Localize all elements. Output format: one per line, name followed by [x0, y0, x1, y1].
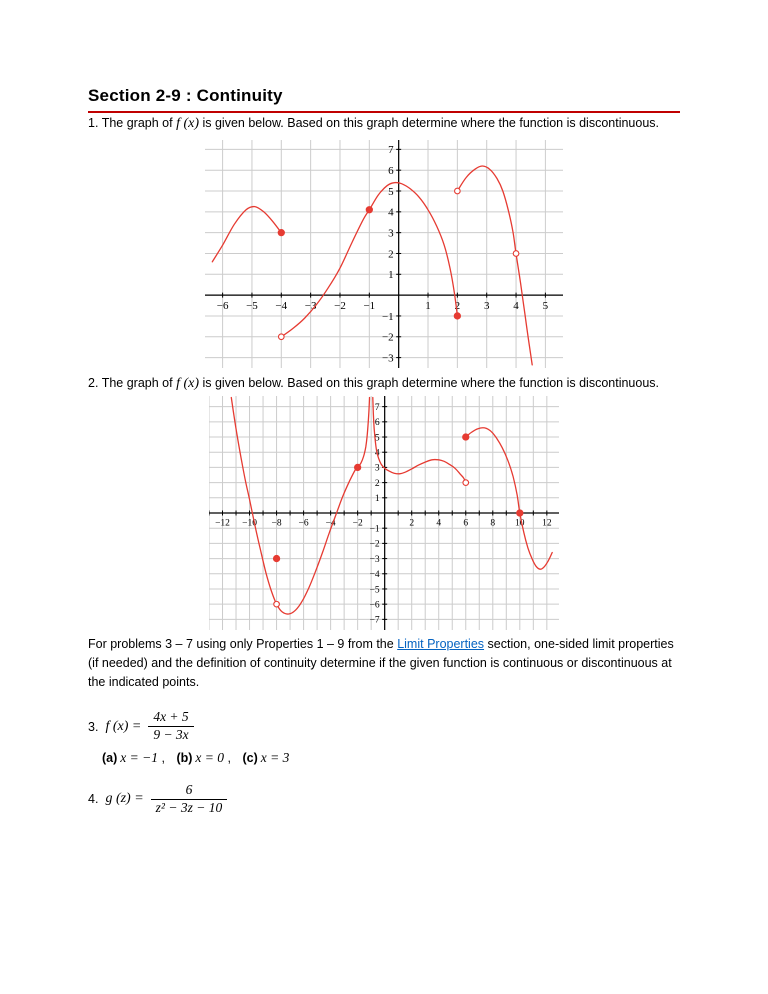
svg-text:1: 1 — [425, 300, 431, 313]
svg-text:4: 4 — [513, 300, 519, 313]
svg-text:−1: −1 — [369, 524, 380, 535]
graph-2-container — [88, 396, 680, 635]
problem-1-number: 1. — [88, 116, 99, 130]
problem-2-text-before-math: The graph of — [101, 376, 173, 390]
section-title: Section 2-9 : Continuity — [88, 86, 680, 113]
part-c-label: (c) — [242, 751, 258, 765]
graph-problem-2 — [209, 396, 559, 630]
svg-text:−2: −2 — [334, 300, 346, 313]
svg-text:−2: −2 — [352, 518, 363, 529]
problem-4-statement — [88, 782, 680, 817]
svg-text:−1: −1 — [363, 300, 376, 313]
problem-4-function-lhs: g (z) = — [105, 791, 144, 807]
svg-text:3: 3 — [388, 227, 394, 240]
graph-1-container — [88, 140, 680, 373]
limit-properties-link[interactable]: Limit Properties — [397, 637, 485, 651]
part-b-label: (b) — [176, 751, 193, 765]
part-a-expr: x = −1 — [120, 750, 158, 765]
svg-text:4: 4 — [374, 448, 380, 459]
part-b-expr: x = 0 — [195, 750, 225, 765]
svg-text:−4: −4 — [325, 518, 336, 529]
svg-text:−5: −5 — [369, 585, 380, 596]
problem-1-text — [88, 113, 680, 134]
svg-text:2: 2 — [454, 300, 461, 313]
problem-3-fraction — [148, 709, 193, 744]
part-c-expr: x = 3 — [260, 750, 290, 765]
svg-text:6: 6 — [463, 518, 469, 529]
svg-text:6: 6 — [388, 165, 394, 178]
svg-text:−7: −7 — [369, 615, 380, 626]
problem-2-text-after-math: is given below. Based on this graph determine where the function is discontinuous. — [202, 376, 660, 390]
svg-text:12: 12 — [542, 518, 552, 529]
svg-text:8: 8 — [490, 518, 496, 529]
svg-text:3: 3 — [483, 300, 490, 313]
svg-text:4: 4 — [388, 206, 394, 219]
svg-text:−3: −3 — [381, 352, 394, 365]
svg-text:−12: −12 — [215, 518, 230, 529]
svg-text:5: 5 — [542, 300, 549, 313]
svg-text:−2: −2 — [369, 539, 380, 550]
svg-text:−6: −6 — [369, 600, 380, 611]
problem-3-eval-points — [102, 750, 680, 766]
svg-text:−10: −10 — [242, 518, 257, 529]
svg-text:−5: −5 — [246, 300, 258, 313]
svg-text:10: 10 — [515, 518, 525, 529]
intro-text-after-link: section, one-sided limit properties (if needed) and the definition of continuity determine if the given function is continuous or discontinuous at the indicated points. — [88, 637, 674, 689]
svg-text:−1: −1 — [381, 310, 394, 323]
problem-2-text — [88, 373, 680, 394]
intro-text-before-link: For problems 3 – 7 using only Properties 1 – 9 from the — [88, 637, 394, 651]
svg-text:−4: −4 — [369, 570, 380, 581]
part-a-label: (a) — [102, 751, 118, 765]
problem-1-text-after-math: is given below. Based on this graph determine where the function is discontinuous. — [202, 116, 660, 130]
svg-text:7: 7 — [388, 144, 394, 157]
svg-text:2: 2 — [409, 518, 415, 529]
svg-text:−8: −8 — [271, 518, 282, 529]
svg-text:−2: −2 — [381, 331, 394, 344]
svg-text:2: 2 — [388, 248, 394, 261]
problem-3-fraction-denominator: 9 − 3x — [148, 726, 193, 744]
problem-4-fraction-numerator: 6 — [185, 782, 193, 797]
problem-3-number: 3. — [88, 719, 99, 734]
svg-text:1: 1 — [374, 494, 380, 505]
svg-text:4: 4 — [436, 518, 442, 529]
svg-text:−4: −4 — [275, 300, 288, 313]
svg-text:−6: −6 — [216, 300, 229, 313]
svg-text:−3: −3 — [304, 300, 317, 313]
svg-text:7: 7 — [374, 402, 380, 413]
problem-2-number: 2. — [88, 376, 99, 390]
part-b-separator: , — [224, 751, 231, 765]
problem-4-fraction-denominator: z² − 3z − 10 — [151, 799, 228, 817]
svg-text:5: 5 — [374, 433, 380, 444]
problem-2-inline-math-fx: f (x) — [176, 376, 199, 391]
problem-3-fraction-numerator: 4x + 5 — [153, 709, 189, 725]
problem-4-number: 4. — [88, 792, 99, 807]
svg-text:6: 6 — [374, 418, 380, 429]
problem-3-statement — [88, 709, 680, 744]
part-a-separator: , — [158, 751, 165, 765]
problem-3-function-lhs: f (x) = — [105, 718, 142, 734]
svg-text:5: 5 — [388, 185, 394, 198]
svg-text:−3: −3 — [369, 554, 380, 565]
problem-1-inline-math-fx: f (x) — [176, 116, 199, 131]
svg-text:1: 1 — [388, 269, 394, 282]
svg-text:3: 3 — [374, 463, 380, 474]
graph-problem-1 — [205, 140, 563, 368]
problem-4-fraction — [151, 782, 228, 817]
svg-text:−6: −6 — [298, 518, 309, 529]
svg-text:2: 2 — [374, 478, 380, 489]
problem-1-text-before-math: The graph of — [101, 116, 173, 130]
intro-paragraph — [88, 635, 680, 691]
